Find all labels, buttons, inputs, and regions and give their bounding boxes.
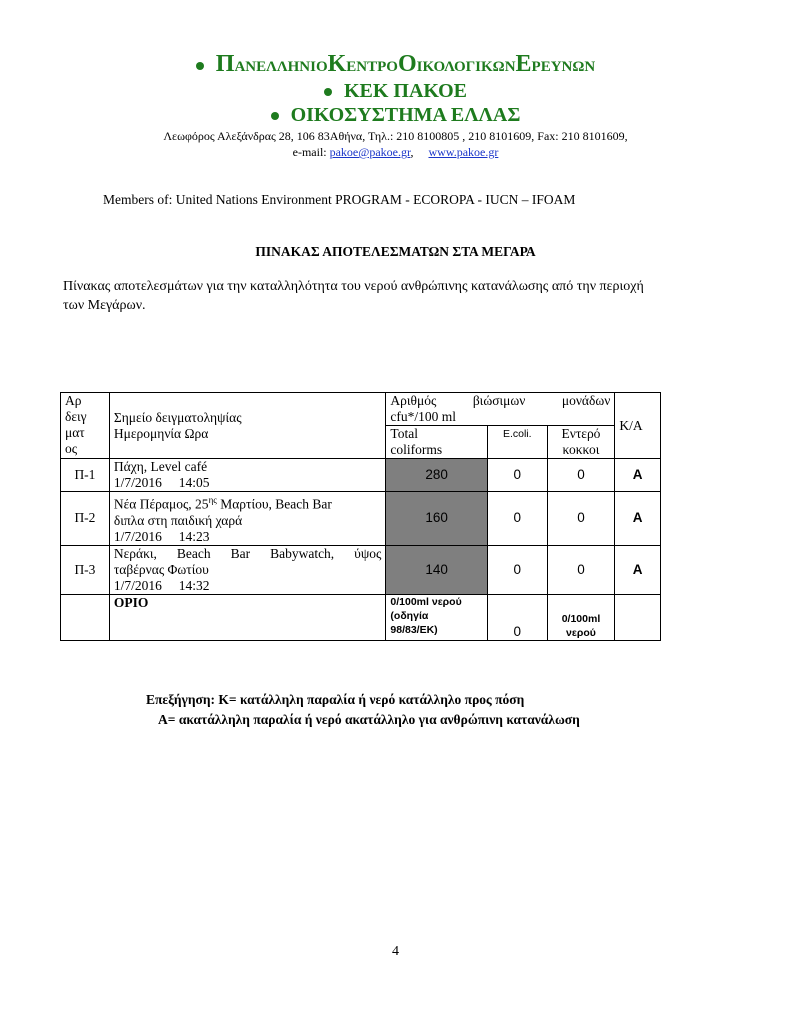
table-row <box>61 492 661 546</box>
kek-title: ΚΕΚ ΠΑΚΟΕ <box>0 80 791 103</box>
sample-id: Π-1 <box>61 459 110 492</box>
total-coliforms-header: Total coliforms <box>386 426 488 459</box>
total-coliforms-value: 160 <box>386 492 488 546</box>
total-coliforms-value: 140 <box>386 545 488 594</box>
enterococci-header: Εντερό κοκκοι <box>547 426 615 459</box>
limit-ecoli: 0 <box>487 594 547 640</box>
organization-name: ΠΑΝΕΛΛΗΝΙΟΚΕΝΤΡΟΟΙΚΟΛΟΓΙΚΩΝΕΡΕΥΝΩΝ <box>0 51 791 78</box>
location-header: Σημείο δειγματοληψίας Ημερομηνία Ωρα <box>109 393 386 459</box>
total-coliforms-value: 280 <box>386 459 488 492</box>
sample-location: Νεράκι, Beach Bar Babywatch, ύψος ταβέρνας Φωτίου 1/7/2016 14:32 <box>109 545 386 594</box>
website-link[interactable]: www.pakoe.gr <box>428 145 499 159</box>
table-row <box>61 459 661 492</box>
table-title: ΠΙΝΑΚΑΣ ΑΠΟΤΕΛΕΣΜΑΤΩΝ ΣΤΑ ΜΕΓΑΡΑ <box>255 244 536 259</box>
ka-value: Α <box>615 492 661 546</box>
results-table <box>60 392 661 641</box>
header-row <box>61 393 661 426</box>
sample-location: Πάχη, Level café 1/7/2016 14:05 <box>109 459 386 492</box>
limit-enterococci: 0/100ml νερού <box>547 594 615 640</box>
sample-id: Π-2 <box>61 492 110 546</box>
ka-value: Α <box>615 545 661 594</box>
limit-row <box>61 594 661 640</box>
sample-id: Π-3 <box>61 545 110 594</box>
explanation-line-1: Επεξήγηση: Κ= κατάλληλη παραλία ή νερό κατάλληλο προς πόση <box>146 692 525 707</box>
intro-paragraph: Πίνακας αποτελεσμάτων για την καταλληλότητα του νερού ανθρώπινης κατανάλωσης από την περιοχή των Μεγάρων. <box>63 279 644 313</box>
explanation-line-2: Α= ακατάλληλη παραλία ή νερό ακατάλληλο για ανθρώπινη κατανάλωση <box>158 712 580 727</box>
ecoli-value: 0 <box>487 459 547 492</box>
table-row <box>61 545 661 594</box>
ka-value: Α <box>615 459 661 492</box>
ecoli-header: E.coli. <box>487 426 547 459</box>
address: Λεωφόρος Αλεξάνδρας 28, 106 83Αθήνα, Τηλ.: 210 8100805 , 210 8101609, Fax: 210 8101609, <box>163 129 628 143</box>
ka-header: Κ/Α <box>615 393 661 459</box>
page-number: 4 <box>392 944 399 959</box>
enterococci-value: 0 <box>547 545 615 594</box>
enterococci-value: 0 <box>547 492 615 546</box>
members-line: Members of: United Nations Environment PROGRAM - ECOROPA - IUCN – IFOAM <box>103 192 576 207</box>
email-link[interactable]: pakoe@pakoe.gr <box>329 145 411 159</box>
limit-label: ΟΡΙΟ <box>109 594 386 640</box>
sample-location: Νέα Πέραμος, $25^{\eta\varsigma}$ Μαρτίου, Beach Bar διπλα στη παιδική χαρά 1/7/2016 14:23 <box>109 492 386 546</box>
bullet-icon <box>324 88 332 96</box>
ecoli-value: 0 <box>487 545 547 594</box>
sample-number-header: Αρ δειγ ματ ος <box>61 393 110 459</box>
units-header: Αριθμός βιώσιμων μονάδων cfu*/100 ml <box>386 393 615 426</box>
contact-line: e-mail: pakoe@pakoe.gr, www.pakoe.gr <box>292 145 499 159</box>
enterococci-value: 0 <box>547 459 615 492</box>
ecosystem-title: ΟΙΚΟΣΥΣΤΗΜΑ ΕΛΛΑΣ <box>0 104 791 127</box>
ecoli-value: 0 <box>487 492 547 546</box>
bullet-icon <box>271 112 279 120</box>
limit-total: 0/100ml νερού (οδηγία 98/83/ΕΚ) <box>386 594 488 640</box>
bullet-icon <box>196 62 204 70</box>
